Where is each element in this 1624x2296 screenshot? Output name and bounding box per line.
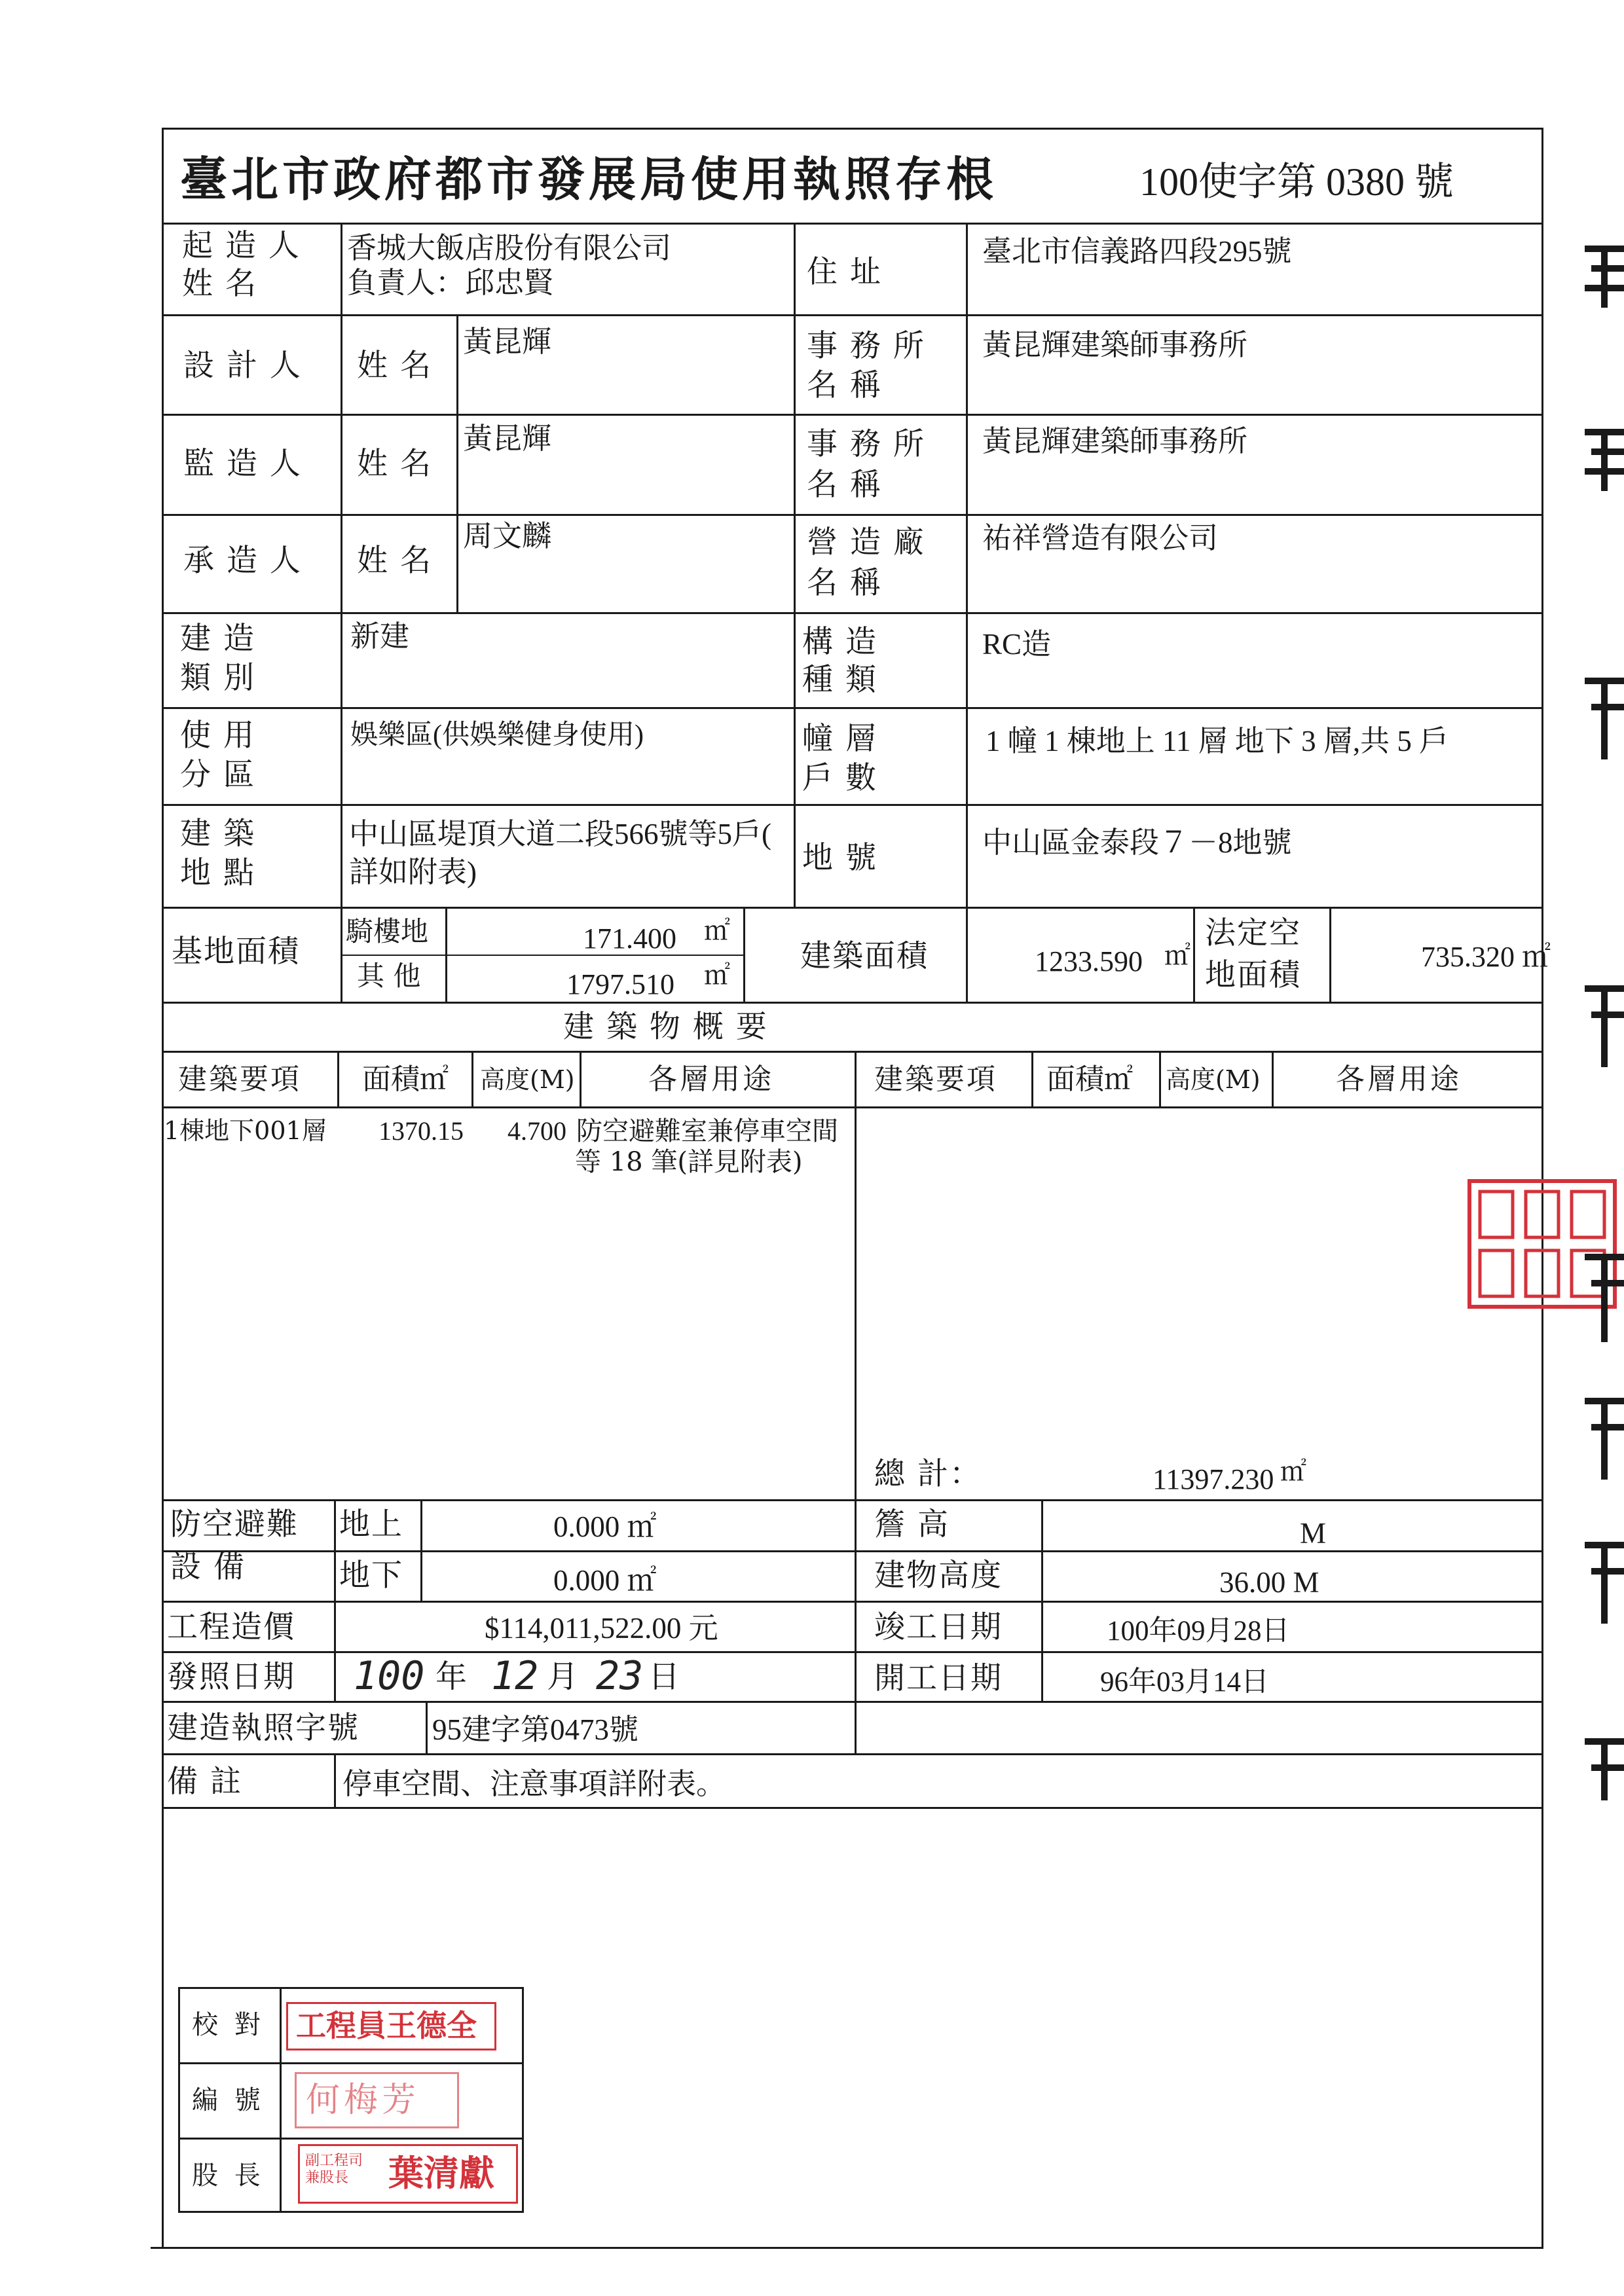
supervisor-name-label: 姓 名 <box>357 446 432 482</box>
rule <box>162 907 1543 909</box>
issue-day-char: 日 <box>648 1660 680 1694</box>
supervisor-label: 監 造 人 <box>183 446 302 482</box>
shelter-below-value: 0.000 ㎡ <box>553 1564 657 1597</box>
total-label: 總 計： <box>874 1456 982 1492</box>
vrule <box>1159 1051 1161 1106</box>
vrule <box>1329 907 1331 1002</box>
row-height: 4.700 <box>507 1116 566 1146</box>
applicant-name: 香城大飯店股份有限公司 <box>347 232 672 264</box>
location-label: 建 築 <box>180 816 255 852</box>
rule <box>178 2138 524 2140</box>
location-label-2: 地 點 <box>180 855 255 891</box>
zoning-label: 使 用 <box>180 718 255 754</box>
other-label: 其 他 <box>357 960 421 992</box>
arcade-value: 171.400 <box>583 922 676 955</box>
vrule <box>456 314 458 612</box>
eave-value: M <box>1300 1517 1327 1550</box>
contractor-company-label: 營 造 廠 <box>807 524 925 560</box>
rule <box>162 804 1543 806</box>
remarks-label: 備 註 <box>167 1764 242 1800</box>
rule <box>162 707 1543 709</box>
vrule <box>426 1701 428 1753</box>
designer-name-label: 姓 名 <box>357 348 432 384</box>
number-label: 編 號 <box>192 2085 265 2115</box>
check-seal <box>286 2002 496 2050</box>
margin-fragments-icon <box>1572 236 1624 1807</box>
contractor-name: 周文麟 <box>463 520 552 553</box>
vrule <box>341 223 342 1002</box>
contractor-name-label: 姓 名 <box>357 543 432 579</box>
designer-name: 黃昆輝 <box>463 325 552 358</box>
permit-value: 95建字第0473號 <box>432 1713 639 1746</box>
supervisor-name: 黃昆輝 <box>463 422 552 455</box>
row-area: 1370.15 <box>378 1116 464 1146</box>
chief-seal-name: 葉清獻 <box>388 2152 494 2194</box>
zoning-label-2: 分 區 <box>180 757 255 793</box>
check-label: 校 對 <box>192 2010 265 2040</box>
rule <box>162 514 1543 516</box>
issue-year: 100 <box>354 1653 425 1699</box>
rule <box>162 314 1543 316</box>
shelter-label-2: 設 備 <box>170 1549 246 1585</box>
col-item-header-2: 建築要項 <box>874 1063 997 1096</box>
chief-label: 股 長 <box>192 2160 265 2191</box>
vrule <box>966 907 968 1002</box>
rule <box>162 1601 1543 1603</box>
issue-month: 12 <box>491 1653 539 1699</box>
vrule <box>1272 1051 1274 1106</box>
other-unit: ㎡ <box>704 960 730 991</box>
open-space-label-2: 地面積 <box>1205 957 1301 993</box>
vrule <box>580 1051 581 1106</box>
margin-fragments <box>1572 236 1624 1807</box>
rule <box>162 1499 1543 1501</box>
applicant-label: 起 造 人 <box>182 228 301 264</box>
shelter-below-label: 地下 <box>339 1558 403 1594</box>
other-value: 1797.510 <box>566 968 674 1000</box>
permit-number: 100使字第 0380 號 <box>1139 160 1454 204</box>
page-title: 臺北市政府都市發展局使用執照存根 <box>180 151 998 207</box>
vrule <box>280 1987 282 2213</box>
rule <box>178 2062 524 2064</box>
building-area-unit: ㎡ <box>1164 941 1190 971</box>
vrule <box>794 223 796 907</box>
open-space-value: 735.320 ㎡ <box>1421 941 1551 973</box>
rule <box>162 1807 1543 1809</box>
issue-year-char: 年 <box>435 1660 468 1694</box>
units-label: 幢 層 <box>802 721 877 757</box>
frame-left <box>162 128 164 2249</box>
contractor-company: 祐祥營造有限公司 <box>982 522 1219 555</box>
eave-label: 簷 高 <box>874 1506 950 1542</box>
remarks-value: 停車空間、注意事項詳附表。 <box>342 1768 726 1800</box>
rule <box>162 1550 1543 1552</box>
permit-label: 建造執照字號 <box>167 1710 360 1746</box>
row-use-2: 等 18 筆(詳見附表) <box>575 1147 803 1177</box>
vrule <box>471 1051 473 1106</box>
supervisor-office-label-2: 名 稱 <box>807 467 882 503</box>
building-area-label: 建築面積 <box>800 938 929 974</box>
supervisor-office: 黃昆輝建築師事務所 <box>982 425 1248 458</box>
open-space-label: 法定空 <box>1205 915 1301 951</box>
arcade-unit: ㎡ <box>704 916 730 946</box>
chief-seal <box>298 2144 518 2204</box>
number-seal-text: 何梅芳 <box>306 2081 420 2120</box>
overview-title: 建 築 物 概 要 <box>563 1009 768 1045</box>
building-area-value: 1233.590 <box>1035 945 1143 977</box>
designer-office-label-2: 名 稱 <box>807 367 882 403</box>
building-height-label: 建物高度 <box>874 1558 1003 1594</box>
units-label-2: 戶 數 <box>802 760 877 796</box>
rule <box>162 1753 1543 1755</box>
check-seal-text: 工程員王德全 <box>296 2008 477 2043</box>
build-type-value: 新建 <box>350 620 410 653</box>
designer-office-label: 事 務 所 <box>807 328 925 364</box>
vrule <box>1031 1051 1033 1106</box>
arcade-label: 騎樓地 <box>346 915 429 947</box>
frame-top <box>162 128 1543 130</box>
total-unit: ㎡ <box>1280 1457 1306 1487</box>
zoning-value: 娛樂區(供娛樂健身使用) <box>350 720 644 750</box>
start-label: 開工日期 <box>874 1660 1003 1696</box>
units-value: 1 幢 1 棟地上 11 層 地下 3 層,共 5 戶 <box>986 725 1449 757</box>
completion-label: 竣工日期 <box>874 1609 1003 1645</box>
rule <box>162 1701 1543 1703</box>
building-height-value: 36.00 M <box>1219 1566 1320 1599</box>
cost-label: 工程造價 <box>167 1609 295 1645</box>
rule <box>162 1002 1543 1004</box>
cost-value: $114,011,522.00 元 <box>485 1612 718 1645</box>
shelter-above-label: 地上 <box>339 1506 403 1542</box>
vrule <box>855 1051 857 1753</box>
vrule <box>334 1499 336 1702</box>
applicant-label-2: 姓 名 <box>182 266 257 302</box>
supervisor-office-label: 事 務 所 <box>807 426 925 462</box>
site-area-label: 基地面積 <box>172 934 300 970</box>
shelter-label: 防空避難 <box>170 1506 299 1542</box>
designer-office: 黃昆輝建築師事務所 <box>982 329 1248 361</box>
rule <box>162 1051 1543 1053</box>
vrule <box>966 223 968 907</box>
structure-label-2: 種 類 <box>802 662 877 698</box>
number-seal <box>295 2072 459 2128</box>
col-height-header-2: 高度(M) <box>1166 1065 1261 1094</box>
rule <box>162 1106 1543 1108</box>
rule <box>162 414 1543 416</box>
build-type-label: 建 造 <box>180 621 255 657</box>
row-use: 防空避難室兼停車空間 <box>576 1116 838 1146</box>
issue-month-char: 月 <box>547 1660 579 1694</box>
rule <box>341 955 743 956</box>
address-label: 住 址 <box>807 254 882 290</box>
total-value: 11397.230 <box>1153 1463 1274 1495</box>
issue-day: 23 <box>596 1653 644 1699</box>
vrule <box>1193 907 1195 1002</box>
vrule <box>743 907 745 1002</box>
vrule <box>1041 1499 1043 1702</box>
col-height-header: 高度(M) <box>480 1065 575 1094</box>
chief-seal-title: 副工程司 兼股長 <box>305 2153 363 2187</box>
col-use-header: 各層用途 <box>648 1063 774 1096</box>
applicant-address: 臺北市信義路四段295號 <box>982 235 1292 268</box>
contractor-company-label-2: 名 稱 <box>807 565 882 601</box>
designer-label: 設 計 人 <box>183 348 302 384</box>
rule <box>162 223 1543 225</box>
col-area-header: 面積㎡ <box>362 1063 449 1096</box>
issue-label: 發照日期 <box>167 1659 295 1695</box>
lot-value: 中山區金泰段７－8地號 <box>982 826 1292 859</box>
build-type-label-2: 類 別 <box>180 660 255 696</box>
location-value-2: 詳如附表) <box>349 856 477 888</box>
col-use-header-2: 各層用途 <box>1336 1063 1462 1096</box>
col-area-header-2: 面積㎡ <box>1046 1063 1133 1096</box>
vrule <box>445 907 447 1002</box>
structure-value: RC造 <box>982 628 1052 661</box>
completion-value: 100年09月28日 <box>1107 1616 1290 1647</box>
applicant-representative: 負責人：邱忠賢 <box>347 266 554 299</box>
col-item-header: 建築要項 <box>178 1063 301 1096</box>
vrule <box>337 1051 339 1106</box>
row-item: 1棟地下001層 <box>164 1116 327 1145</box>
start-value: 96年03月14日 <box>1100 1667 1269 1698</box>
rule <box>162 612 1543 614</box>
vrule <box>334 1753 336 1807</box>
location-value: 中山區堤頂大道二段566號等5戶( <box>349 818 771 850</box>
lot-label: 地 號 <box>802 840 877 876</box>
vrule <box>420 1499 422 1601</box>
contractor-label: 承 造 人 <box>183 543 302 579</box>
shelter-above-value: 0.000 ㎡ <box>553 1510 657 1543</box>
frame-bottom <box>151 2247 1543 2249</box>
structure-label: 構 造 <box>802 624 877 660</box>
